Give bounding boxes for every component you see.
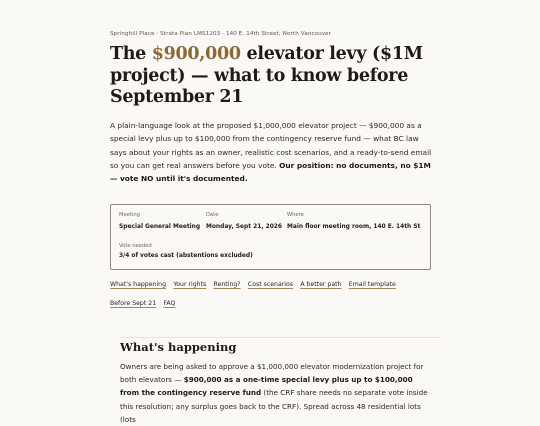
section-nav-row-1 (110, 281, 403, 288)
title-post: elevator levy ($1M project) — what to know before September 21 (110, 44, 423, 107)
nav-link-email-template[interactable]: Email template (348, 281, 396, 288)
section-nav-row-2 (110, 300, 183, 307)
where-cell (287, 212, 420, 230)
meeting-label: Meeting (119, 212, 140, 218)
meeting-cell (119, 212, 200, 230)
vote-value: 3/4 of votes cast (abstentions excluded) (119, 253, 253, 259)
section-paragraph (120, 360, 432, 426)
vote-cell (119, 243, 253, 259)
vote-label: Vote needed (119, 243, 152, 249)
section-divider (121, 337, 441, 338)
title-pre: The (110, 44, 152, 64)
where-value: Main floor meeting room, 140 E. 14th St (287, 224, 421, 230)
title-accent-amount: $900,000 (151, 44, 241, 64)
nav-link-cost-scenarios[interactable]: Cost scenarios (247, 281, 294, 288)
page-title (110, 44, 430, 109)
intro-paragraph (110, 119, 432, 185)
section-heading: What's happening (120, 340, 237, 354)
where-label: Where (287, 212, 304, 218)
meeting-info-box (110, 204, 431, 270)
nav-link-before-sept-21[interactable]: Before Sept 21 (110, 300, 157, 307)
position-statement: Our position: no documents, no $1M — vote NO until it's documented. (110, 160, 431, 184)
section-text-tail: (the CRF share needs no separate vote inside this resolution; any surplus goes back to the CRF). Spread across 48 residential lots (lots (120, 388, 428, 424)
section-bold-text: $900,000 as a one-time special levy plus up to $100,000 from the contingency reserve fund (120, 375, 413, 398)
date-cell (206, 212, 282, 230)
section-text: Owners are being asked to approve a $1,000,000 elevator modernization project for both elevators — (120, 362, 424, 385)
nav-link-better-path[interactable]: A better path (300, 281, 342, 288)
date-value: Monday, Sept 21, 2026 (206, 224, 282, 230)
breadcrumb: Springhill Place · Strata Plan LMS1203 · 140 E. 14th Street, North Vancouver (110, 31, 332, 37)
nav-link-your-rights[interactable]: Your rights (173, 281, 207, 288)
intro-text: A plain-language look at the proposed $1,000,000 elevator project — $900,000 as a special levy plus up to $100,000 from the contingency reserve fund — what BC law says about your rights as an owner, realistic cost scenarios, and a ready-to-send email so you can get real answers before you vote. (110, 121, 432, 170)
date-label: Date (206, 212, 219, 218)
nav-link-renting[interactable]: Renting? (213, 281, 241, 288)
nav-link-whats-happening[interactable]: What's happening (110, 281, 167, 288)
nav-link-faq[interactable]: FAQ (163, 300, 176, 307)
meeting-value: Special General Meeting (119, 224, 201, 230)
